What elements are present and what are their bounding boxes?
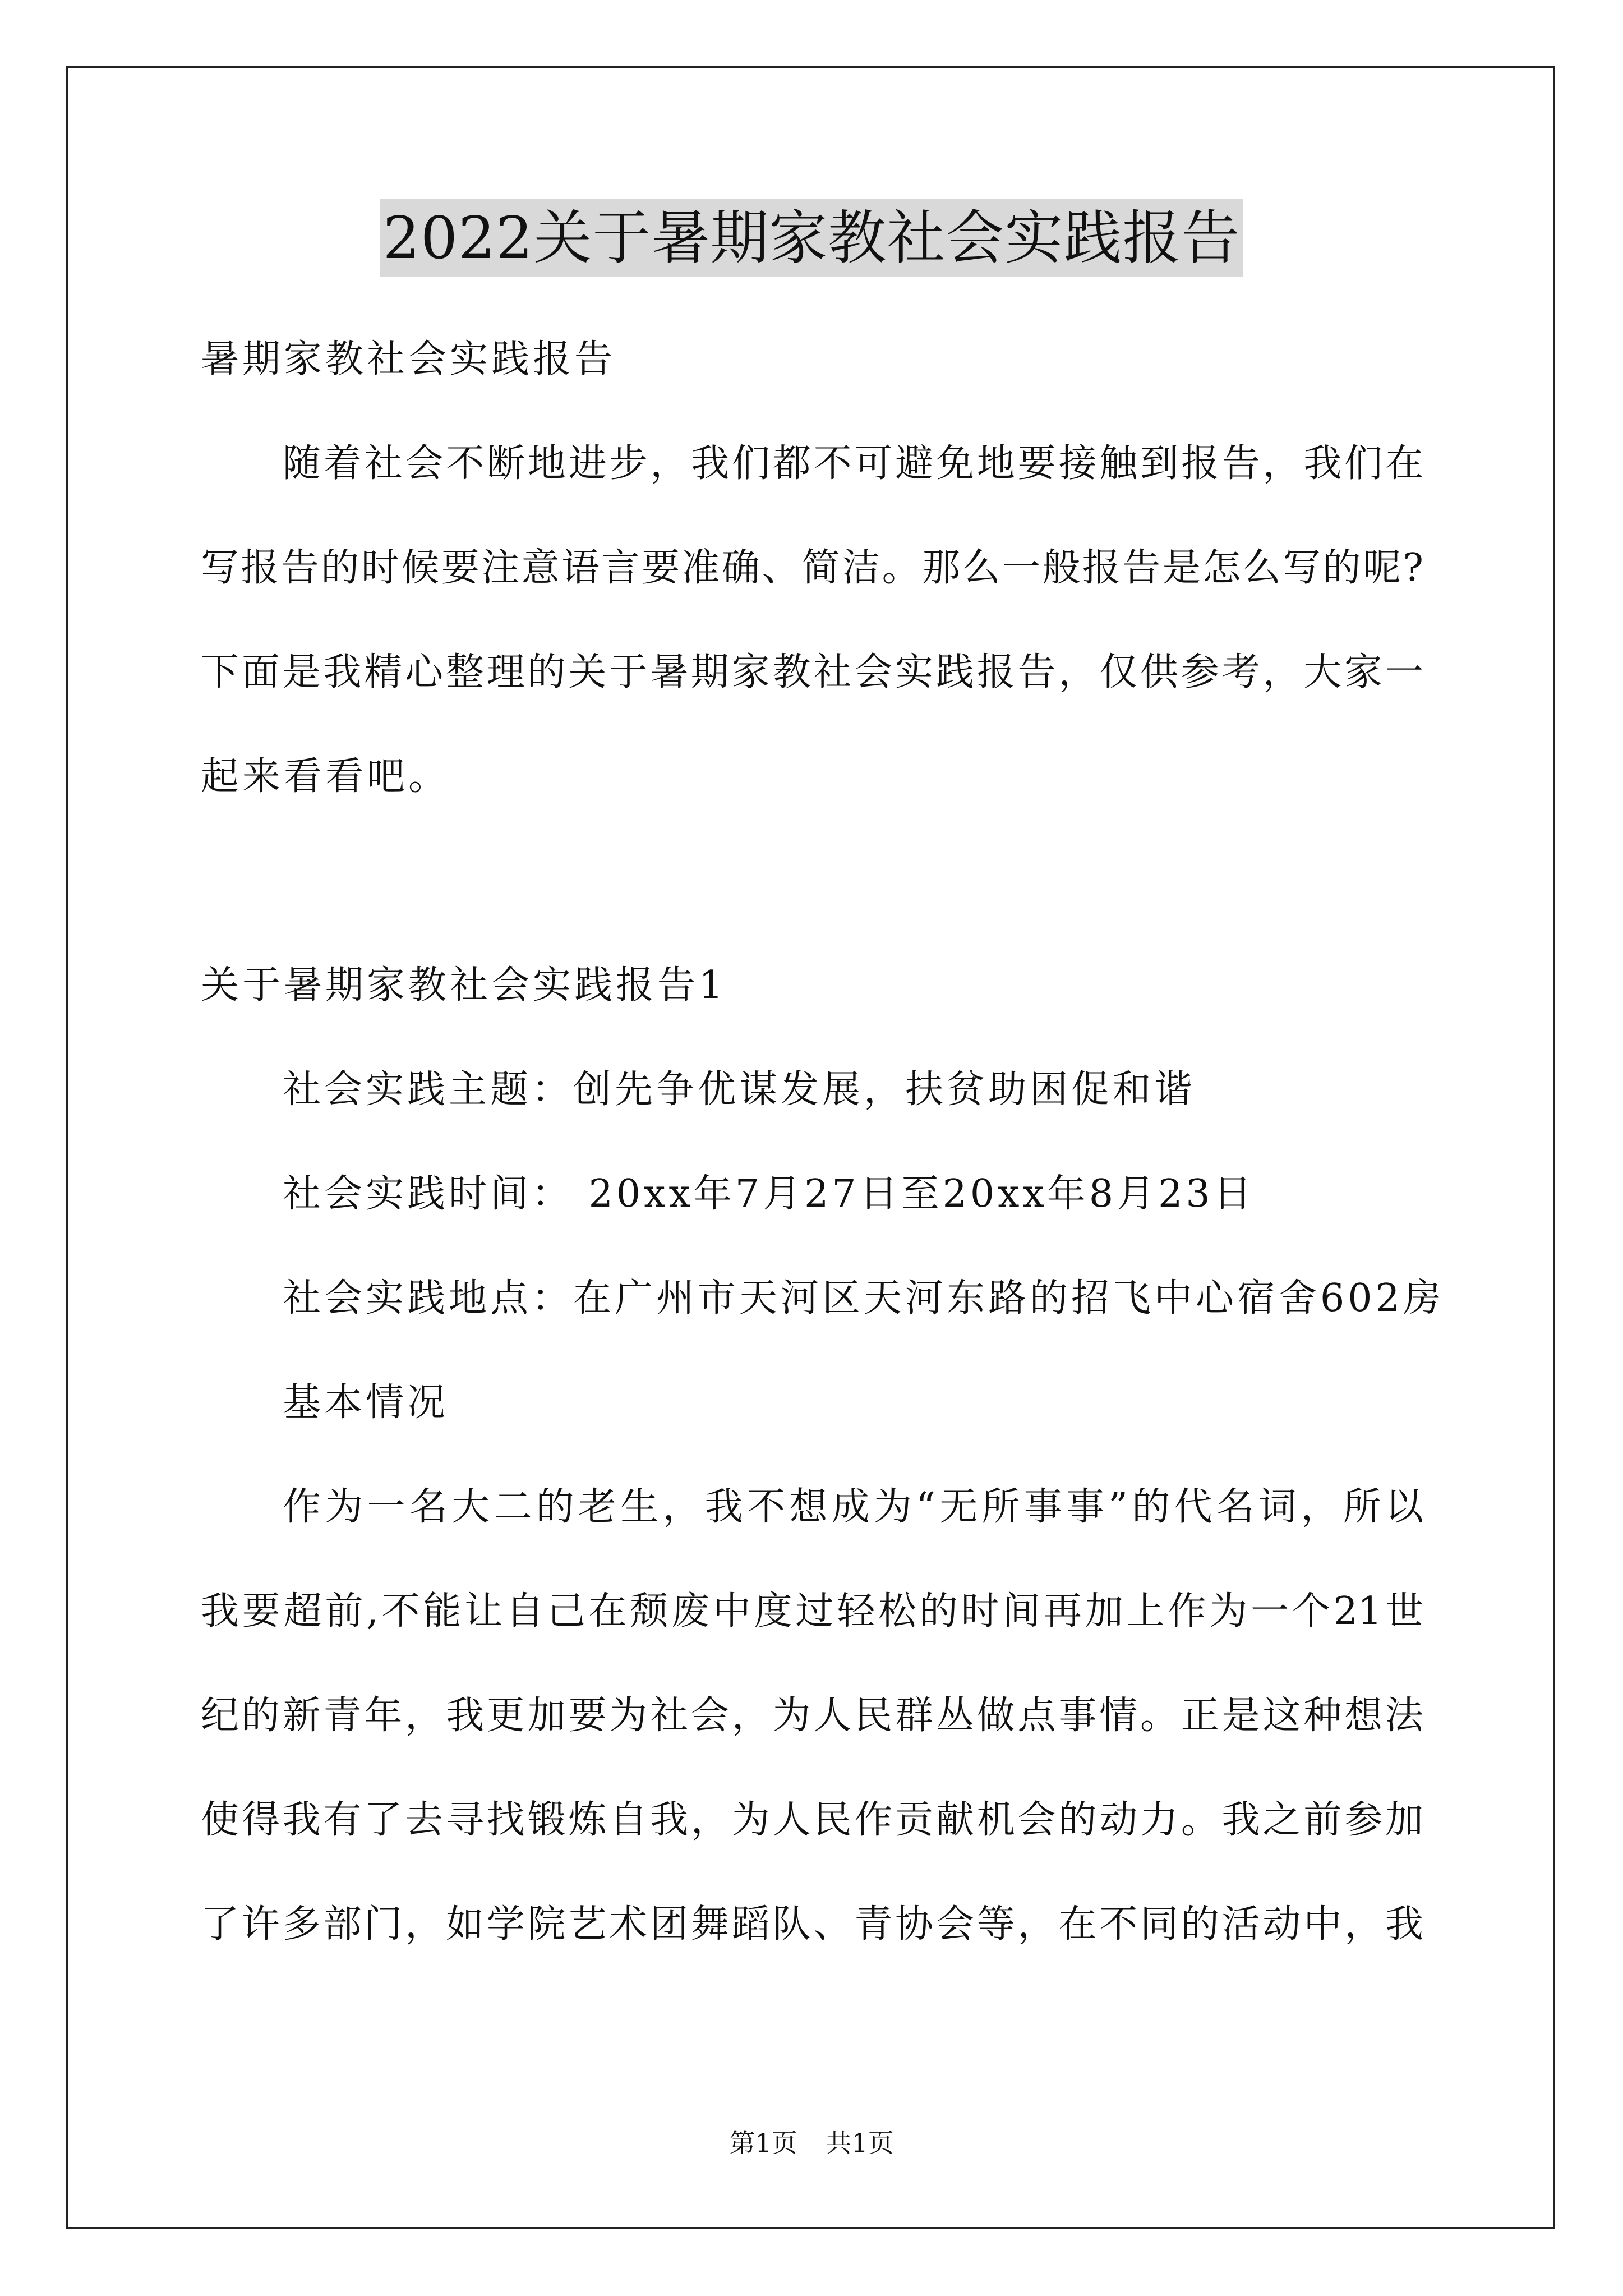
basic-info-heading: 基本情况: [283, 1381, 449, 1425]
field-time: 社会实践时间： 20xx年7月27日至20xx年8月23日: [283, 1172, 1255, 1216]
intro-line: 起来看看吧。: [201, 754, 450, 799]
field-location: 社会实践地点：在广州市天河区天河东路的招飞中心宿舍602房: [283, 1276, 1445, 1320]
field-theme: 社会实践主题：创先争优谋发展，扶贫助困促和谐: [283, 1068, 1196, 1112]
paragraph-spacer: [201, 829, 1423, 933]
body-line: 了许多部门，如学院艺术团舞蹈队、青协会等，在不同的活动中，我: [201, 1902, 1423, 1947]
document-body: [201, 307, 1445, 1977]
page-total: 共1页: [826, 2128, 894, 2158]
body-line: 我要超前,不能让自己在颓废中度过轻松的时间再加上作为一个21世: [201, 1589, 1423, 1634]
intro-line: 下面是我精心整理的关于暑期家教社会实践报告，仅供参考，大家一: [201, 650, 1423, 694]
section-heading: 关于暑期家教社会实践报告1: [201, 963, 727, 1007]
page-number: 第1页: [729, 2128, 797, 2158]
body-line: 纪的新青年，我更加要为社会，为人民群丛做点事情。正是这种想法: [201, 1694, 1423, 1738]
subtitle: 暑期家教社会实践报告: [201, 337, 616, 381]
page-footer: [0, 2126, 1623, 2160]
body-line: 作为一名大二的老生，我不想成为“无所事事”的代名词，所以: [283, 1485, 1423, 1529]
title-container: [0, 199, 1623, 277]
intro-line: 写报告的时候要注意语言要准确、简洁。那么一般报告是怎么写的呢?: [201, 546, 1423, 590]
document-title: 2022关于暑期家教社会实践报告: [380, 199, 1244, 277]
body-line: 使得我有了去寻找锻炼自我，为人民作贡献机会的动力。我之前参加: [201, 1798, 1423, 1842]
intro-line: 随着社会不断地进步，我们都不可避免地要接触到报告，我们在: [283, 441, 1423, 486]
